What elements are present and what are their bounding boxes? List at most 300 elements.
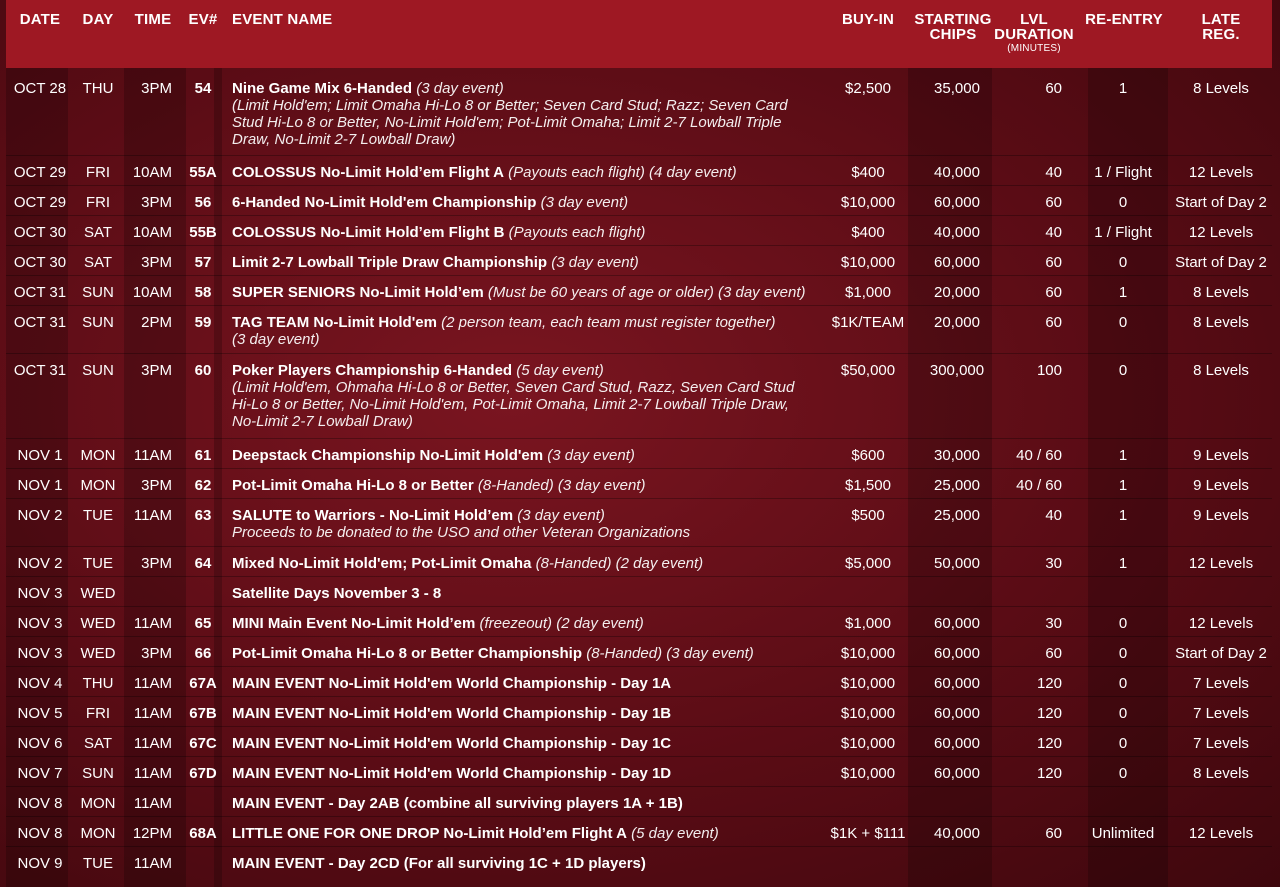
header-time: [128, 12, 178, 27]
cell-time: [118, 675, 172, 692]
event-note: (Must be 60 years of age or older) (3 day event): [487, 284, 806, 301]
row-divider: [6, 155, 1272, 156]
buyin-text: $10,000: [840, 765, 896, 782]
buyin-text: $600: [851, 447, 885, 464]
cell-event-number: [184, 314, 222, 331]
cell-date: [8, 615, 72, 632]
cell-event-number: [184, 555, 222, 572]
event-title: Deepstack Championship No-Limit Hold'em: [232, 447, 544, 464]
row-divider: [6, 305, 1272, 306]
cell-level-duration: [994, 80, 1062, 97]
late-reg-text: 9 Levels: [1193, 507, 1249, 524]
event-note: (2 person team, each team must register together): [441, 314, 776, 331]
time-text: 11AM: [133, 615, 172, 632]
cell-starting-chips: [912, 477, 1002, 494]
buyin-text: $50,000: [840, 362, 896, 379]
buyin-text: $500: [851, 507, 885, 524]
cell-event-name: [232, 362, 810, 430]
reentry-text: 0: [1118, 645, 1128, 662]
cell-event-name: [232, 80, 810, 148]
row-divider: [6, 353, 1272, 354]
event-title: Poker Players Championship 6-Handed: [232, 362, 513, 379]
chips-text: 60,000: [934, 765, 980, 782]
day-text: MON: [80, 825, 116, 842]
date-text: OCT 30: [13, 224, 67, 241]
reentry-text: 1: [1118, 284, 1128, 301]
cell-buyin: [826, 362, 910, 379]
event-number-text: 58: [194, 284, 212, 301]
day-text: FRI: [85, 194, 111, 211]
event-note: (8-Handed) (3 day event): [586, 645, 754, 662]
cell-level-duration: [994, 555, 1062, 572]
cell-reentry: [1080, 507, 1166, 524]
reentry-text: 1: [1118, 80, 1128, 97]
event-number-text: 65: [194, 615, 212, 632]
event-note: (3 day event): [416, 80, 504, 97]
level-duration-text: 40: [1045, 164, 1062, 181]
cell-event-number: [184, 194, 222, 211]
cell-event-number: [184, 765, 222, 782]
row-divider: [6, 606, 1272, 607]
level-duration-text: 60: [1045, 825, 1062, 842]
row-divider: [6, 546, 1272, 547]
chips-text: 60,000: [934, 645, 980, 662]
chips-text: 30,000: [934, 447, 980, 464]
cell-event-number: [184, 615, 222, 632]
event-number-text: 57: [194, 254, 212, 271]
cell-late-reg: [1168, 362, 1274, 379]
event-number-text: 67D: [189, 765, 217, 782]
reentry-text: 1: [1118, 447, 1128, 464]
reentry-text: 1 / Flight: [1094, 224, 1152, 241]
late-reg-text: 8 Levels: [1193, 765, 1249, 782]
time-text: 11AM: [133, 675, 172, 692]
event-number-text: 55A: [189, 164, 217, 181]
time-text: 11AM: [133, 507, 172, 524]
cell-event-name: [232, 224, 810, 241]
cell-reentry: [1080, 477, 1166, 494]
cell-late-reg: [1168, 477, 1274, 494]
cell-late-reg: [1168, 705, 1274, 722]
cell-late-reg: [1168, 80, 1274, 97]
cell-event-name: [232, 645, 810, 662]
reentry-text: 1: [1118, 555, 1128, 572]
cell-event-number: [184, 164, 222, 181]
event-title: LITTLE ONE FOR ONE DROP No-Limit Hold’em Flight A: [232, 825, 627, 842]
cell-level-duration: [994, 362, 1062, 379]
late-reg-text: 7 Levels: [1193, 675, 1249, 692]
cell-reentry: [1080, 254, 1166, 271]
buyin-text: $1,000: [845, 284, 891, 301]
day-text: WED: [80, 645, 116, 662]
day-text: TUE: [83, 555, 113, 572]
cell-starting-chips: [912, 705, 1002, 722]
reentry-text: 0: [1118, 765, 1128, 782]
buyin-text: $10,000: [840, 254, 896, 271]
cell-level-duration: [994, 314, 1062, 331]
row-divider: [6, 696, 1272, 697]
cell-event-name: [232, 855, 810, 872]
cell-late-reg: [1168, 447, 1274, 464]
time-text: 11AM: [133, 795, 172, 812]
cell-event-name: [232, 735, 810, 752]
cell-time: [118, 224, 172, 241]
cell-event-number: [184, 825, 222, 842]
cell-event-name: [232, 765, 810, 782]
cell-time: [118, 735, 172, 752]
cell-buyin: [826, 825, 910, 842]
day-text: SUN: [82, 314, 114, 331]
cell-event-number: [184, 224, 222, 241]
day-text: FRI: [85, 705, 111, 722]
cell-level-duration: [994, 447, 1062, 464]
cell-reentry: [1080, 447, 1166, 464]
header-lvl-sub: (MINUTES): [1007, 43, 1061, 54]
chips-text: 60,000: [934, 705, 980, 722]
cell-time: [118, 705, 172, 722]
cell-date: [8, 795, 72, 812]
level-duration-text: 120: [1036, 765, 1062, 782]
chips-text: 40,000: [934, 224, 980, 241]
cell-time: [118, 194, 172, 211]
cell-level-duration: [994, 224, 1062, 241]
cell-buyin: [826, 224, 910, 241]
date-text: OCT 31: [13, 362, 67, 379]
cell-starting-chips: [912, 765, 1002, 782]
header-event-name-text: EVENT NAME: [232, 11, 333, 28]
event-title: MAIN EVENT No-Limit Hold'em World Championship - Day 1B: [232, 705, 672, 722]
day-text: SUN: [82, 362, 114, 379]
cell-date: [8, 477, 72, 494]
cell-level-duration: [994, 645, 1062, 662]
header-date: [8, 12, 72, 27]
cell-reentry: [1080, 615, 1166, 632]
cell-event-name: [232, 825, 810, 842]
cell-event-number: [184, 447, 222, 464]
date-text: NOV 8: [17, 825, 63, 842]
time-text: 3PM: [141, 362, 172, 379]
header-date-text: DATE: [19, 11, 61, 28]
cell-date: [8, 765, 72, 782]
time-text: 2PM: [141, 314, 172, 331]
time-text: 10AM: [132, 224, 172, 241]
level-duration-text: 100: [1036, 362, 1062, 379]
event-note: (3 day event): [517, 507, 605, 524]
event-title: Pot-Limit Omaha Hi-Lo 8 or Better Championship: [232, 645, 583, 662]
cell-time: [118, 164, 172, 181]
cell-reentry: [1080, 224, 1166, 241]
row-divider: [6, 215, 1272, 216]
cell-date: [8, 254, 72, 271]
event-number-text: 66: [194, 645, 212, 662]
cell-time: [118, 447, 172, 464]
cell-date: [8, 224, 72, 241]
level-duration-text: 40: [1045, 224, 1062, 241]
buyin-text: $1,500: [845, 477, 891, 494]
chips-text: 50,000: [934, 555, 980, 572]
cell-starting-chips: [912, 675, 1002, 692]
chips-text: 35,000: [934, 80, 980, 97]
cell-buyin: [826, 555, 910, 572]
date-text: OCT 29: [13, 164, 67, 181]
cell-buyin: [826, 735, 910, 752]
level-duration-text: 60: [1045, 254, 1062, 271]
reentry-text: 0: [1118, 735, 1128, 752]
cell-starting-chips: [912, 645, 1002, 662]
cell-starting-chips: [912, 447, 1002, 464]
event-title: MAIN EVENT No-Limit Hold'em World Championship - Day 1D: [232, 765, 672, 782]
cell-buyin: [826, 254, 910, 271]
event-details: Proceeds to be donated to the USO and other Veteran Organizations: [232, 524, 691, 541]
event-details: (Limit Hold'em; Limit Omaha Hi-Lo 8 or Better; Seven Card Stud; Razz; Seven Card Stud Hi-Lo 8 or Better, No-Limit Hold'em; Pot-Limit Omaha; Limit 2-7 Lowball Triple Draw, No-Limit 2-7 Lowball Draw): [232, 97, 788, 148]
level-duration-text: 40 / 60: [1016, 477, 1062, 494]
level-duration-text: 60: [1045, 645, 1062, 662]
chips-text: 300,000: [929, 362, 985, 379]
late-reg-text: 12 Levels: [1188, 164, 1254, 181]
cell-date: [8, 194, 72, 211]
late-reg-text: Start of Day 2: [1175, 254, 1267, 271]
row-divider: [6, 468, 1272, 469]
cell-event-name: [232, 675, 810, 692]
event-note: (Payouts each flight) (4 day event): [508, 164, 737, 181]
event-note: (5 day event): [516, 362, 604, 379]
cell-late-reg: [1168, 615, 1274, 632]
cell-level-duration: [994, 477, 1062, 494]
cell-date: [8, 675, 72, 692]
cell-event-name: [232, 284, 810, 301]
day-text: MON: [80, 447, 116, 464]
level-duration-text: 60: [1045, 284, 1062, 301]
cell-event-number: [184, 362, 222, 379]
day-text: MON: [80, 477, 116, 494]
header-chips-text: STARTING: [914, 11, 992, 28]
cell-reentry: [1080, 314, 1166, 331]
buyin-text: $10,000: [840, 194, 896, 211]
cell-event-name: [232, 194, 810, 211]
cell-late-reg: [1168, 765, 1274, 782]
date-text: NOV 2: [17, 507, 63, 524]
row-divider: [6, 185, 1272, 186]
cell-event-number: [184, 735, 222, 752]
reentry-text: 0: [1118, 615, 1128, 632]
buyin-text: $10,000: [840, 675, 896, 692]
cell-level-duration: [994, 507, 1062, 524]
time-text: 11AM: [133, 705, 172, 722]
cell-event-name: [232, 507, 810, 541]
cell-date: [8, 284, 72, 301]
event-number-text: 67C: [189, 735, 217, 752]
cell-late-reg: [1168, 194, 1274, 211]
cell-late-reg: [1168, 284, 1274, 301]
cell-event-number: [184, 645, 222, 662]
header-ev-text: EV#: [188, 11, 218, 28]
late-reg-text: 12 Levels: [1188, 224, 1254, 241]
date-text: OCT 29: [13, 194, 67, 211]
cell-late-reg: [1168, 164, 1274, 181]
reentry-text: 1 / Flight: [1094, 164, 1152, 181]
header-day-text: DAY: [82, 11, 114, 28]
event-title: MAIN EVENT No-Limit Hold'em World Championship - Day 1A: [232, 675, 672, 692]
cell-date: [8, 362, 72, 379]
cell-reentry: [1080, 645, 1166, 662]
row-divider: [6, 576, 1272, 577]
date-text: NOV 3: [17, 585, 63, 602]
event-title: COLOSSUS No-Limit Hold’em Flight B: [232, 224, 505, 241]
reentry-text: 0: [1118, 675, 1128, 692]
cell-date: [8, 447, 72, 464]
cell-reentry: [1080, 80, 1166, 97]
row-divider: [6, 498, 1272, 499]
cell-reentry: [1080, 555, 1166, 572]
day-text: TUE: [83, 855, 113, 872]
level-duration-text: 30: [1045, 615, 1062, 632]
event-title: SALUTE to Warriors - No-Limit Hold’em: [232, 507, 514, 524]
buyin-text: $400: [851, 224, 885, 241]
cell-event-name: [232, 447, 810, 464]
cell-buyin: [826, 645, 910, 662]
time-text: 3PM: [141, 645, 172, 662]
cell-buyin: [826, 615, 910, 632]
chips-text: 60,000: [934, 735, 980, 752]
cell-date: [8, 705, 72, 722]
late-reg-text: 8 Levels: [1193, 284, 1249, 301]
cell-level-duration: [994, 284, 1062, 301]
level-duration-text: 120: [1036, 735, 1062, 752]
cell-level-duration: [994, 194, 1062, 211]
date-text: NOV 9: [17, 855, 63, 872]
cell-day: [70, 585, 126, 602]
event-title: TAG TEAM No-Limit Hold'em: [232, 314, 437, 331]
event-title: Pot-Limit Omaha Hi-Lo 8 or Better: [232, 477, 474, 494]
cell-late-reg: [1168, 224, 1274, 241]
chips-text: 20,000: [934, 314, 980, 331]
date-text: NOV 6: [17, 735, 63, 752]
buyin-text: $10,000: [840, 705, 896, 722]
cell-buyin: [826, 507, 910, 524]
late-reg-text: 7 Levels: [1193, 735, 1249, 752]
cell-time: [118, 477, 172, 494]
time-text: 11AM: [133, 735, 172, 752]
cell-time: [118, 555, 172, 572]
cell-event-name: [232, 705, 810, 722]
buyin-text: $1K/TEAM: [831, 314, 905, 331]
reentry-text: 0: [1118, 362, 1128, 379]
time-text: 10AM: [132, 164, 172, 181]
chips-text: 40,000: [934, 825, 980, 842]
header-buyin-text: BUY-IN: [841, 11, 895, 28]
event-note: (freezeout) (2 day event): [479, 615, 644, 632]
time-text: 12PM: [132, 825, 172, 842]
cell-date: [8, 80, 72, 97]
cell-reentry: [1080, 765, 1166, 782]
day-text: WED: [80, 585, 116, 602]
event-note: (8-Handed) (3 day event): [477, 477, 646, 494]
cell-starting-chips: [912, 735, 1002, 752]
level-duration-text: 60: [1045, 314, 1062, 331]
row-divider: [6, 438, 1272, 439]
cell-date: [8, 585, 72, 602]
cell-starting-chips: [912, 362, 1002, 379]
date-text: NOV 2: [17, 555, 63, 572]
day-text: SAT: [83, 254, 113, 271]
header-chips-text: CHIPS: [929, 26, 977, 43]
cell-starting-chips: [912, 314, 1002, 331]
cell-time: [118, 284, 172, 301]
header-time-text: TIME: [134, 11, 172, 28]
cell-starting-chips: [912, 615, 1002, 632]
cell-event-number: [184, 254, 222, 271]
cell-time: [118, 314, 172, 331]
cell-date: [8, 164, 72, 181]
event-note: (Payouts each flight): [508, 224, 646, 241]
header-late-text: LATE: [1201, 11, 1241, 28]
day-text: SUN: [82, 284, 114, 301]
level-duration-text: 120: [1036, 675, 1062, 692]
cell-buyin: [826, 447, 910, 464]
event-note: (3 day event): [540, 194, 629, 211]
chips-text: 60,000: [934, 254, 980, 271]
cell-date: [8, 735, 72, 752]
cell-event-name: [232, 254, 810, 271]
cell-late-reg: [1168, 507, 1274, 524]
row-divider: [6, 756, 1272, 757]
cell-time: [118, 645, 172, 662]
event-number-text: 63: [194, 507, 212, 524]
buyin-text: $5,000: [845, 555, 891, 572]
header-reentry-text: RE-ENTRY: [1085, 11, 1163, 28]
cell-event-number: [184, 80, 222, 97]
cell-level-duration: [994, 735, 1062, 752]
time-text: 3PM: [141, 477, 172, 494]
cell-event-number: [184, 705, 222, 722]
event-note: (3 day event): [547, 447, 635, 464]
event-title: 6-Handed No-Limit Hold'em Championship: [232, 194, 537, 211]
event-title: MAIN EVENT No-Limit Hold'em World Championship - Day 1C: [232, 735, 672, 752]
cell-time: [118, 855, 172, 872]
late-reg-text: 9 Levels: [1193, 477, 1249, 494]
header-lvl: [994, 12, 1074, 55]
row-divider: [6, 245, 1272, 246]
reentry-text: Unlimited: [1091, 825, 1155, 842]
cell-late-reg: [1168, 735, 1274, 752]
cell-event-name: [232, 555, 810, 572]
event-number-text: 60: [194, 362, 212, 379]
cell-late-reg: [1168, 555, 1274, 572]
cell-reentry: [1080, 194, 1166, 211]
event-number-text: 54: [194, 80, 212, 97]
date-text: NOV 3: [17, 615, 63, 632]
day-text: SAT: [83, 224, 113, 241]
day-text: THU: [82, 675, 114, 692]
date-text: OCT 30: [13, 254, 67, 271]
event-number-text: 64: [194, 555, 212, 572]
day-text: THU: [82, 80, 114, 97]
date-text: NOV 5: [17, 705, 63, 722]
late-reg-text: 8 Levels: [1193, 80, 1249, 97]
cell-level-duration: [994, 164, 1062, 181]
cell-reentry: [1080, 675, 1166, 692]
chips-text: 40,000: [934, 164, 980, 181]
cell-event-name: [232, 585, 810, 602]
cell-buyin: [826, 705, 910, 722]
header-day: [70, 12, 126, 27]
time-text: 3PM: [141, 254, 172, 271]
day-text: WED: [80, 615, 116, 632]
cell-starting-chips: [912, 164, 1002, 181]
cell-late-reg: [1168, 254, 1274, 271]
late-reg-text: 8 Levels: [1193, 314, 1249, 331]
level-duration-text: 60: [1045, 80, 1062, 97]
